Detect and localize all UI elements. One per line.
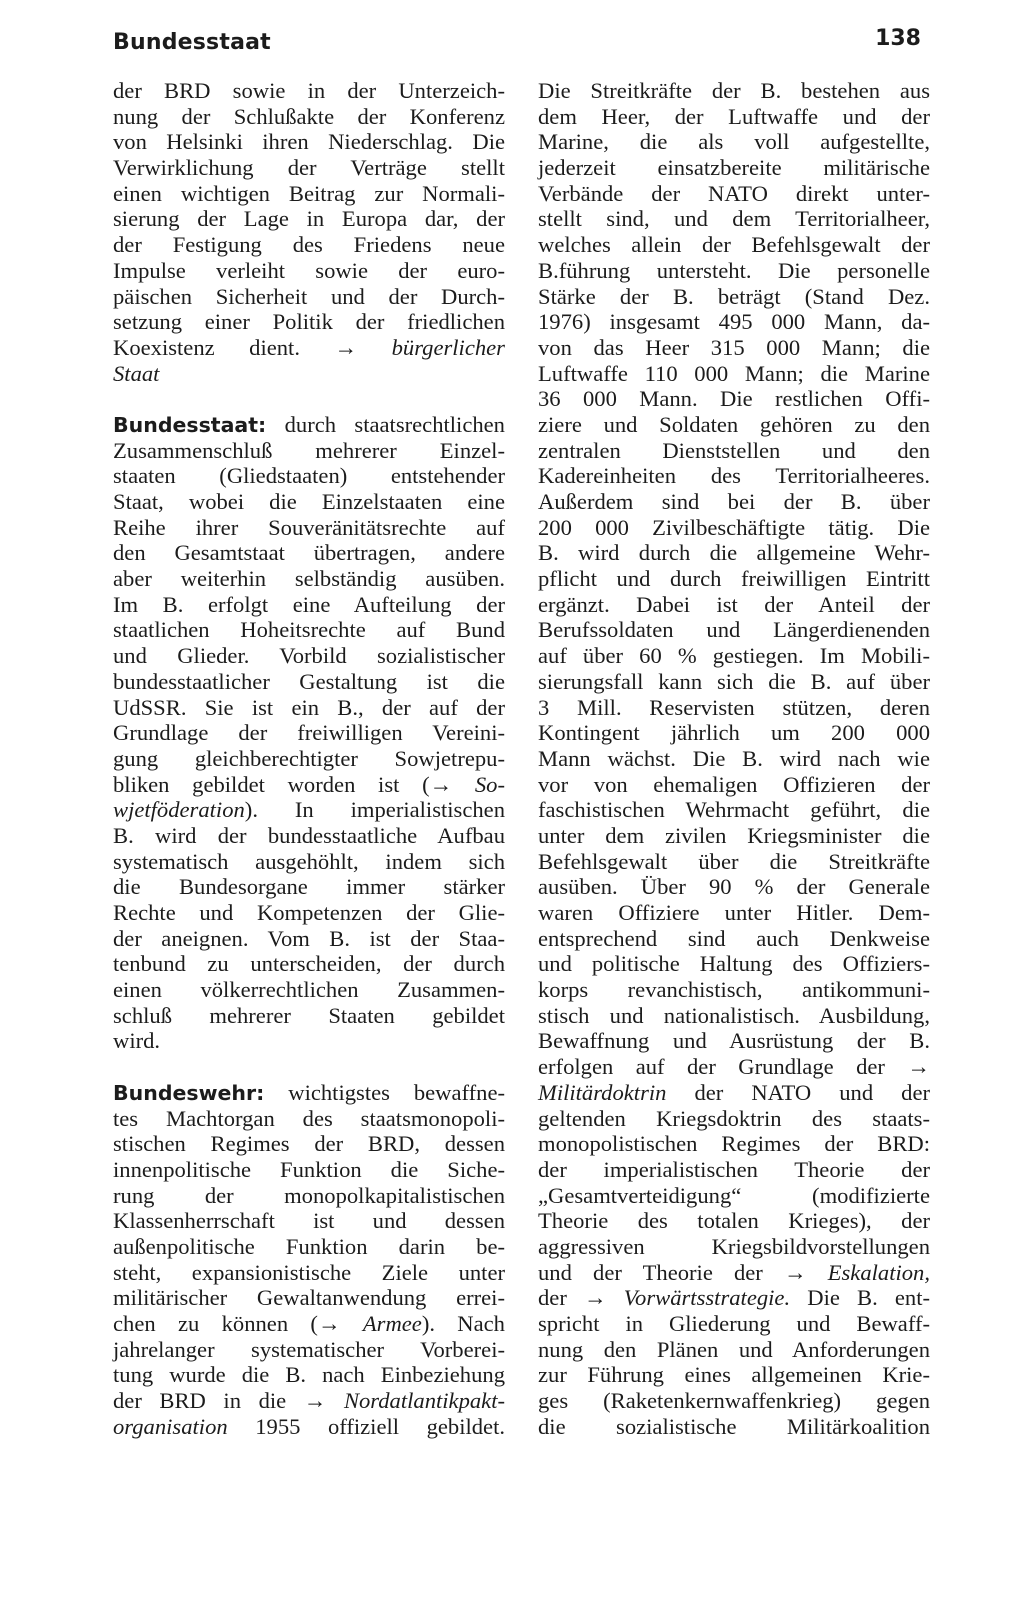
text-line: tung wurde die B. nach Einbeziehung (113, 1362, 505, 1388)
text-line (113, 1080, 505, 1106)
text-line: der imperialistischen Theorie der (538, 1156, 930, 1182)
text-line (113, 335, 505, 361)
text-line: Zusammenschluß mehrerer Einzel- (113, 437, 505, 463)
text-line: bundesstaatlicher Gestaltung ist die (113, 668, 505, 694)
text-line: geltenden Kriegsdoktrin des staats- (538, 1105, 930, 1131)
text-line: außenpolitische Funktion darin be- (113, 1233, 505, 1259)
text-line: vor von ehemaligen Offizieren der (538, 771, 930, 797)
entry-bundesstaat (113, 412, 505, 1054)
text-line: entsprechend sind auch Denkweise (538, 925, 930, 951)
line-text: ). Nach (421, 1311, 505, 1336)
line-text: durch staatsrechtlichen (284, 411, 505, 437)
cross-reference[interactable]: Eskalation, (827, 1259, 930, 1285)
text-line: Die Streitkräfte der B. bestehen aus (538, 78, 930, 103)
text-line: setzung einer Politik der friedlichen (113, 309, 505, 335)
text-line: „Gesamtverteidigung“ (modifizierte (538, 1182, 930, 1208)
line-text: der NATO und der (694, 1079, 930, 1105)
text-line: Marine, die als voll aufgestellte, (538, 129, 930, 155)
text-line: der aneignen. Vom B. ist der Staa- (113, 925, 505, 951)
text-line: zur Führung eines allgemeinen Krie- (538, 1362, 930, 1388)
text-line: innenpolitische Funktion die Siche- (113, 1156, 505, 1182)
page-number: 138 (875, 26, 921, 51)
text-line: die sozialistische Militärkoalition (538, 1413, 930, 1439)
text-line: B.führung untersteht. Die personelle (538, 257, 930, 283)
text-line: ges (Raketenkernwaffenkrieg) gegen (538, 1388, 930, 1414)
text-line: schluß mehrerer Staaten gebildet (113, 1002, 505, 1028)
text-line: Mann wächst. Die B. wird nach wie (538, 745, 930, 771)
entry-bundeswehr-continued (538, 78, 930, 1439)
text-line: von das Heer 315 000 Mann; die (538, 334, 930, 360)
text-line: Im B. erfolgt eine Aufteilung der (113, 591, 505, 617)
left-column (113, 78, 505, 1439)
cross-reference-arrow-icon: → (317, 1311, 341, 1336)
text-line: korps revanchistisch, antikommuni- (538, 977, 930, 1003)
text-line: Außerdem sind bei der B. über (538, 489, 930, 514)
line-text: ). In imperialistischen (244, 797, 505, 823)
line-text: erfolgen auf der Grundlage der (538, 1054, 885, 1080)
line-text: chen zu können ( (113, 1311, 318, 1336)
text-line: aggressiven Kriegsbildvorstellungen (538, 1233, 930, 1259)
text-line: Bewaffnung und Ausrüstung der B. (538, 1028, 930, 1054)
text-line: päischen Sicherheit und der Durch- (113, 283, 505, 309)
text-line (538, 1260, 930, 1286)
text-line: zentralen Dienststellen und den (538, 437, 930, 463)
text-line: nung der Schlußakte der Konferenz (113, 103, 505, 129)
line-text: 1955 offiziell gebildet. (255, 1413, 506, 1439)
text-line: stellt sind, und dem Territorialheer, (538, 206, 930, 232)
text-line: sierung der Lage in Europa dar, der (113, 206, 505, 232)
text-line: Luftwaffe 110 000 Mann; die Marine (538, 360, 930, 386)
text-line: staaten (Gliedstaaten) entstehender (113, 463, 505, 489)
text-line: Kadereinheiten des Territorialheeres. (538, 463, 930, 489)
cross-reference-arrow-icon: → (334, 334, 358, 360)
cross-reference[interactable]: Staat (113, 360, 160, 386)
line-text: Koexistenz dient. (113, 334, 300, 360)
line-text: der (538, 1285, 567, 1311)
text-line: Staat, wobei die Einzelstaaten eine (113, 489, 505, 514)
text-line: einen wichtigen Beitrag zur Normali- (113, 180, 505, 206)
text-line: Theorie des totalen Krieges), der (538, 1208, 930, 1234)
line-text: der BRD in die (113, 1388, 287, 1414)
right-column (538, 78, 930, 1439)
cross-reference[interactable]: Militärdoktrin (538, 1079, 667, 1105)
text-line: und politische Haltung des Offiziers- (538, 951, 930, 977)
text-line: rung der monopolkapitalistischen (113, 1182, 505, 1208)
text-line: 3 Mill. Reservisten stützen, deren (538, 694, 930, 720)
text-line: Berufssoldaten und Längerdienenden (538, 617, 930, 643)
text-line: dem Heer, der Luftwaffe und der (538, 103, 930, 129)
text-line: 36 000 Mann. Die restlichen Offi- (538, 386, 930, 412)
line-text: und der Theorie der (538, 1259, 763, 1285)
text-line: tenbund zu unterscheiden, der durch (113, 951, 505, 977)
text-line: der Festigung des Friedens neue (113, 232, 505, 258)
text-line: aber weiterhin selbständig ausüben. (113, 566, 505, 592)
text-line (113, 1311, 505, 1337)
paragraph-continuation (113, 78, 505, 386)
cross-reference[interactable]: bürgerlicher (391, 334, 505, 360)
text-line: unter dem zivilen Kriegsminister die (538, 822, 930, 848)
text-line: wird. (113, 1028, 161, 1054)
text-line: systematisch ausgehöhlt, indem sich (113, 848, 505, 874)
text-line (113, 772, 505, 798)
text-line: 200 000 Zivilbeschäftigte tätig. Die (538, 514, 930, 540)
text-line: monopolistischen Regimes der BRD: (538, 1131, 930, 1157)
text-line: sierungsfall kann sich die B. auf über (538, 668, 930, 694)
text-line: staatlichen Hoheitsrechte auf Bund (113, 617, 505, 643)
paragraph-spacer (113, 386, 505, 412)
running-title: Bundesstaat (113, 30, 271, 55)
text-line: auf über 60 % gestiegen. Im Mobili- (538, 643, 930, 669)
text-line (538, 1054, 930, 1080)
text-line: steht, expansionistische Ziele unter (113, 1259, 505, 1285)
line-text: wichtigstes bewaffne- (288, 1079, 505, 1105)
text-line: Verwirklichung der Verträge stellt (113, 155, 505, 181)
text-line: Kontingent jährlich um 200 000 (538, 720, 930, 746)
text-line (113, 361, 505, 387)
text-line: den Gesamtstaat übertragen, andere (113, 540, 505, 566)
cross-reference-arrow-icon: → (429, 771, 453, 797)
text-line: jahrelanger systematischer Vorberei- (113, 1336, 505, 1362)
text-line: tes Machtorgan des staatsmonopoli- (113, 1105, 505, 1131)
line-text: bliken gebildet worden ist ( (113, 771, 430, 797)
paragraph-spacer (113, 1054, 505, 1080)
text-line (538, 1080, 930, 1106)
text-line: Klassenherrschaft ist und dessen (113, 1208, 505, 1234)
text-line: der BRD sowie in der Unterzeich- (113, 78, 505, 103)
text-line (113, 1388, 505, 1414)
text-line: gung gleichberechtigter Sowjetrepu- (113, 745, 505, 771)
text-line: von Helsinki ihren Niederschlag. Die (113, 129, 505, 155)
entry-bundeswehr (113, 1080, 505, 1440)
cross-reference-arrow-icon: → (303, 1388, 327, 1414)
text-line: die Bundesorgane immer stärker (113, 874, 505, 900)
text-line (113, 1414, 505, 1440)
cross-reference[interactable]: Vorwärtsstrategie. (623, 1285, 791, 1311)
cross-reference[interactable]: Armee (362, 1311, 422, 1336)
line-text: Die B. ent- (807, 1285, 931, 1311)
text-line: militärischer Gewaltanwendung errei- (113, 1285, 505, 1311)
entry-headword: Bundeswehr: (113, 1080, 265, 1105)
cross-reference-arrow-icon: → (783, 1259, 807, 1285)
text-line: welches allein der Befehlsgewalt der (538, 232, 930, 258)
text-line: Verbände der NATO direkt unter- (538, 180, 930, 206)
text-line: Impulse verleiht sowie der euro- (113, 257, 505, 283)
text-line: ausüben. Über 90 % der Generale (538, 874, 930, 900)
text-line: einen völkerrechtlichen Zusammen- (113, 977, 505, 1003)
text-line: faschistischen Wehrmacht geführt, die (538, 797, 930, 823)
text-line: nung den Plänen und Anforderungen (538, 1336, 930, 1362)
cross-reference-arrow-icon: → (907, 1054, 930, 1080)
cross-reference[interactable]: wjetföderation (113, 797, 245, 823)
text-line: B. wird durch die allgemeine Wehr- (538, 540, 930, 566)
text-line: ergänzt. Dabei ist der Anteil der (538, 591, 930, 617)
text-line (113, 797, 505, 823)
text-line: spricht in Gliederung und Bewaff- (538, 1311, 930, 1336)
text-line: ziere und Soldaten gehören zu den (538, 411, 930, 437)
text-line (538, 1285, 930, 1311)
text-line: Stärke der B. beträgt (Stand Dez. (538, 283, 930, 309)
text-line: Rechte und Kompetenzen der Glie- (113, 900, 505, 925)
cross-reference-arrow-icon: → (584, 1285, 607, 1311)
text-line: jederzeit einsatzbereite militärische (538, 155, 930, 181)
text-line: stisch und nationalistisch. Ausbildung, (538, 1002, 930, 1028)
text-line: Reihe ihrer Souveränitätsrechte auf (113, 514, 505, 540)
text-line: pflicht und durch freiwilligen Eintritt (538, 566, 930, 592)
text-line: B. wird der bundesstaatliche Aufbau (113, 822, 505, 848)
cross-reference[interactable]: So- (474, 771, 505, 797)
text-line: und Glieder. Vorbild sozialistischer (113, 643, 505, 669)
entry-headword: Bundesstaat: (113, 412, 267, 437)
cross-reference[interactable]: organisation (113, 1413, 228, 1439)
text-line (113, 412, 505, 438)
cross-reference[interactable]: Nordatlantikpakt- (343, 1388, 506, 1414)
text-line: Grundlage der freiwilligen Vereini- (113, 720, 505, 746)
text-line: waren Offiziere unter Hitler. Dem- (538, 900, 930, 925)
text-line: stischen Regimes der BRD, dessen (113, 1131, 505, 1157)
text-line: UdSSR. Sie ist ein B., der auf der (113, 694, 505, 720)
text-line: Befehlsgewalt über die Streitkräfte (538, 848, 930, 874)
text-line: 1976) insgesamt 495 000 Mann, da- (538, 309, 930, 335)
